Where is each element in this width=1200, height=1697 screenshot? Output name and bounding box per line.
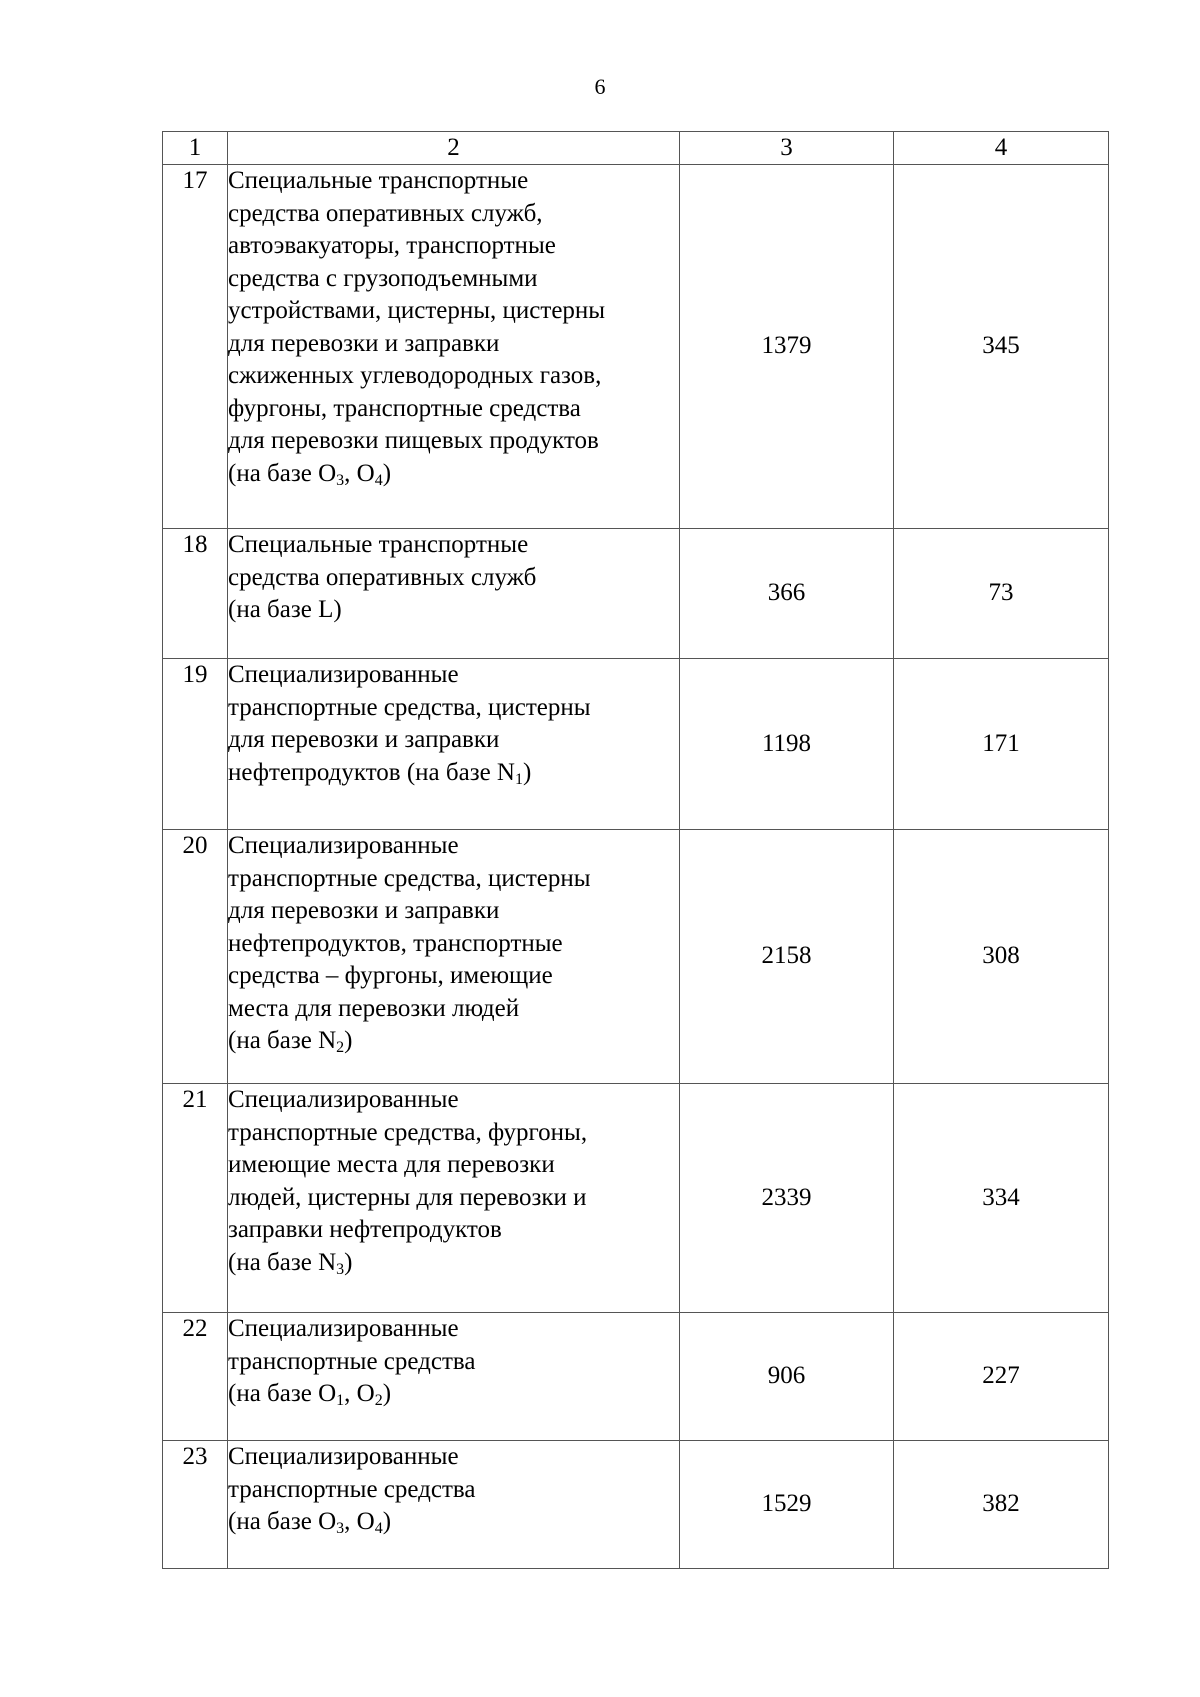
row-number: 19	[163, 659, 228, 830]
description-line: (на базе $N_3$)	[228, 1248, 353, 1278]
value-column-4: 73	[894, 529, 1109, 659]
description-line: (на базе $О_3$, $О_4$)	[228, 1508, 392, 1537]
description-line: для перевозки и заправки	[228, 897, 500, 924]
value-column-4: 334	[894, 1084, 1109, 1313]
description-line: нефтепродуктов, транспортные	[228, 929, 563, 957]
subscript: 1	[515, 770, 523, 788]
description-line: устройствами, цистерны, цистерны	[228, 297, 606, 324]
description-line: транспортные средства	[228, 1475, 476, 1503]
description-line: (на базе $N_2$)	[228, 1027, 353, 1056]
subscript: 4	[374, 1520, 383, 1537]
description-line: транспортные средства, цистерны	[228, 864, 591, 892]
description-line: транспортные средства, фургоны,	[228, 1118, 588, 1146]
value-column-4: 382	[894, 1441, 1109, 1569]
description-line: Специализированные	[228, 1315, 459, 1342]
table-row	[163, 1084, 1109, 1313]
value-column-4: 308	[894, 830, 1109, 1084]
description-line: автоэвакуаторы, транспортные	[228, 232, 556, 259]
description-line: Специализированные	[228, 1086, 459, 1113]
table-row	[163, 1441, 1109, 1569]
description-line: фургоны, транспортные средства	[228, 394, 581, 422]
column-header-4: 4	[894, 132, 1109, 165]
subscript: 2	[336, 1039, 345, 1056]
vehicle-description	[228, 165, 680, 529]
description-line: людей, цистерны для перевозки и	[228, 1183, 587, 1211]
table-row	[163, 1313, 1109, 1441]
column-header-3: 3	[680, 132, 894, 165]
description-line: Специализированные	[228, 832, 459, 859]
column-header-2: 2	[228, 132, 680, 165]
value-column-3: 906	[680, 1313, 894, 1441]
subscript: 2	[374, 1392, 383, 1409]
row-number: 22	[163, 1313, 228, 1441]
description-line: заправки нефтепродуктов	[228, 1216, 502, 1243]
description-line: средства оперативных служб,	[228, 199, 543, 227]
table-row	[163, 830, 1109, 1084]
table-body	[163, 165, 1109, 1569]
description-line: средства с грузоподъемными	[228, 264, 538, 292]
description-line: средства оперативных служб	[228, 563, 537, 591]
description-line: Специализированные	[228, 1443, 459, 1470]
value-column-3: 1379	[680, 165, 894, 529]
description-line: имеющие места для перевозки	[228, 1151, 555, 1178]
value-column-3: 2158	[680, 830, 894, 1084]
column-header-1: 1	[163, 132, 228, 165]
subscript: 3	[336, 471, 345, 489]
description-line: (на базе $О_1$, $О_2$)	[228, 1380, 392, 1409]
vehicle-description	[228, 1084, 680, 1313]
description-line: средства – фургоны, имеющие	[228, 962, 553, 989]
description-line: для перевозки пищевых продуктов	[228, 427, 599, 454]
description-line: транспортные средства, цистерны	[228, 693, 591, 721]
value-column-3: 1198	[680, 659, 894, 830]
table-row	[163, 165, 1109, 529]
row-number: 18	[163, 529, 228, 659]
description-line: сжиженных углеводородных газов,	[228, 362, 602, 389]
description-line: (на базе $О_3$, $О_4$)	[228, 459, 392, 489]
row-number: 17	[163, 165, 228, 529]
row-number: 21	[163, 1084, 228, 1313]
value-column-4: 227	[894, 1313, 1109, 1441]
description-line: Специальные транспортные	[228, 531, 529, 558]
row-number: 20	[163, 830, 228, 1084]
subscript: 3	[336, 1520, 345, 1537]
row-number: 23	[163, 1441, 228, 1569]
value-column-3: 1529	[680, 1441, 894, 1569]
value-column-3: 2339	[680, 1084, 894, 1313]
description-line: для перевозки и заправки	[228, 726, 500, 753]
vehicle-description	[228, 1441, 680, 1569]
description-line: Специализированные	[228, 661, 459, 688]
subscript: 4	[374, 471, 383, 489]
value-column-4: 345	[894, 165, 1109, 529]
vehicle-description	[228, 529, 680, 659]
subscript: 1	[336, 1392, 345, 1409]
table-header-row	[163, 132, 1109, 165]
table-row	[163, 529, 1109, 659]
vehicle-description	[228, 659, 680, 830]
description-line: нефтепродуктов (на базе $N_1$)	[228, 758, 532, 788]
value-column-3: 366	[680, 529, 894, 659]
value-column-4: 171	[894, 659, 1109, 830]
vehicle-description	[228, 830, 680, 1084]
description-line: Специальные транспортные	[228, 167, 529, 194]
description-line: транспортные средства	[228, 1347, 476, 1375]
subscript: 3	[336, 1260, 345, 1278]
vehicle-rates-table	[162, 131, 1109, 1569]
page-number: 6	[594, 74, 606, 99]
vehicle-description	[228, 1313, 680, 1441]
description-line: (на базе L)	[228, 596, 342, 623]
description-line: для перевозки и заправки	[228, 329, 500, 357]
description-line: места для перевозки людей	[228, 994, 520, 1022]
table-row	[163, 659, 1109, 830]
